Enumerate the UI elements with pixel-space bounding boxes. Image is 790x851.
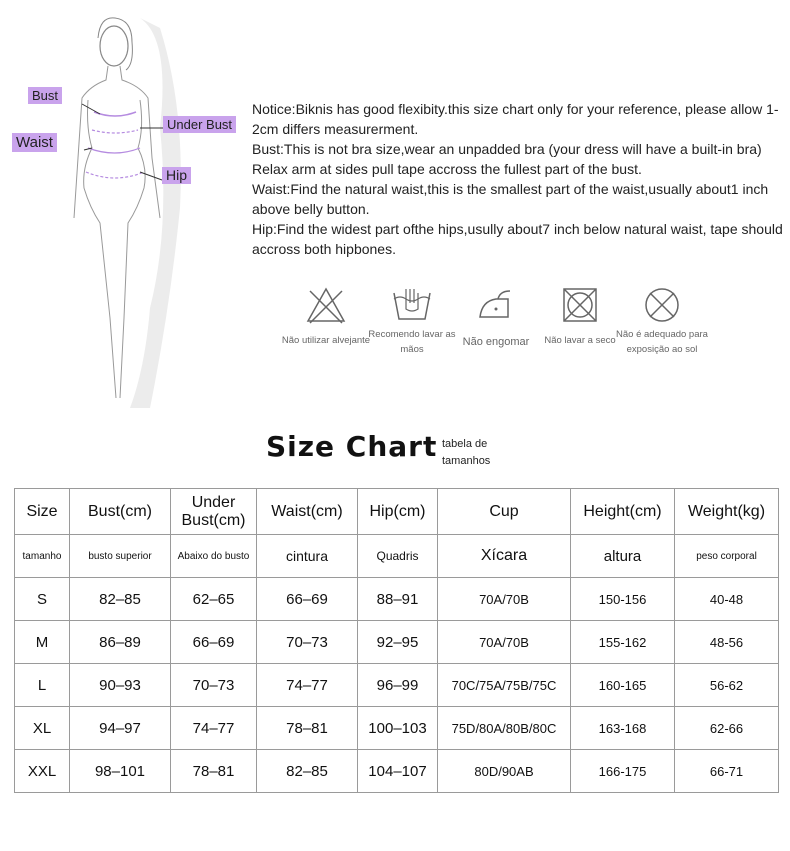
subheader-cell: Quadris: [358, 535, 438, 578]
hand-wash-icon: [390, 285, 434, 325]
table-cell: 66–69: [257, 578, 358, 621]
no-bleach-icon: [304, 285, 348, 325]
waist-label: Waist: [12, 133, 57, 152]
table-cell: 78–81: [257, 707, 358, 750]
care-label: Não engomar: [462, 336, 530, 348]
table-cell: 66–69: [171, 621, 257, 664]
table-cell: 74–77: [257, 664, 358, 707]
table-cell: 163-168: [571, 707, 675, 750]
size-cell: S: [15, 578, 70, 621]
notice-waist: Waist:Find the natural waist,this is the smallest part of the waist,usually about1 inch above belly button.: [252, 181, 769, 217]
care-no-bleach: [276, 285, 376, 348]
header-cell: Height(cm): [571, 489, 675, 535]
notice-general: Notice:Biknis has good flexibity.this size chart only for your reference, please allow 1-2cm differs measurerment.: [252, 101, 779, 137]
table-cell: 166-175: [571, 750, 675, 793]
subheader-cell: peso corporal: [675, 535, 779, 578]
table-row: [15, 621, 779, 664]
table-cell: 150-156: [571, 578, 675, 621]
care-label: Não lavar a seco: [544, 335, 616, 346]
table-cell: 100–103: [358, 707, 438, 750]
table-cell: 66-71: [675, 750, 779, 793]
table-cell: 96–99: [358, 664, 438, 707]
table-cell: 48-56: [675, 621, 779, 664]
table-cell: 40-48: [675, 578, 779, 621]
subheader-cell: Xícara: [438, 535, 571, 578]
table-cell: 94–97: [70, 707, 171, 750]
subheader-cell: busto superior: [70, 535, 171, 578]
table-row: [15, 750, 779, 793]
table-subheader-row: [15, 535, 779, 578]
size-chart-subtitle: tabela de tamanhos: [442, 438, 491, 467]
table-cell: 70–73: [171, 664, 257, 707]
header-cell: Weight(kg): [675, 489, 779, 535]
under-bust-label: Under Bust: [163, 116, 236, 133]
subheader-cell: altura: [571, 535, 675, 578]
size-cell: XXL: [15, 750, 70, 793]
table-row: [15, 707, 779, 750]
header-cell: Hip(cm): [358, 489, 438, 535]
body-figure-illustration: [20, 8, 250, 418]
table-cell: 82–85: [257, 750, 358, 793]
table-cell: 90–93: [70, 664, 171, 707]
table-cell: 160-165: [571, 664, 675, 707]
notice-hip: Hip:Find the widest part ofthe hips,usully about7 inch below natural waist, tape should accross both hipbones.: [252, 221, 783, 257]
notice-bust: Bust:This is not bra size,wear an unpadded bra (your dress will have a built-in bra) Relax arm at sides pull tape accross the fullest part of the bust.: [252, 141, 762, 177]
table-cell: 86–89: [70, 621, 171, 664]
header-cell: Size: [15, 489, 70, 535]
table-cell: 70–73: [257, 621, 358, 664]
table-cell: 92–95: [358, 621, 438, 664]
header-cell: Waist(cm): [257, 489, 358, 535]
table-cell: 70C/75A/75B/75C: [438, 664, 571, 707]
table-cell: 62–65: [171, 578, 257, 621]
table-row: [15, 664, 779, 707]
table-cell: 70A/70B: [438, 578, 571, 621]
table-cell: 74–77: [171, 707, 257, 750]
no-sun-icon: [640, 285, 684, 325]
table-cell: 80D/90AB: [438, 750, 571, 793]
table-header-row: [15, 489, 779, 535]
table-cell: 70A/70B: [438, 621, 571, 664]
table-cell: 75D/80A/80B/80C: [438, 707, 571, 750]
care-label: Não utilizar alvejante: [281, 335, 371, 346]
no-dry-clean-icon: [558, 285, 602, 325]
header-cell: Bust(cm): [70, 489, 171, 535]
measurement-notice: [252, 99, 788, 259]
table-cell: 82–85: [70, 578, 171, 621]
table-cell: 78–81: [171, 750, 257, 793]
subheader-cell: Abaixo do busto: [171, 535, 257, 578]
size-chart-title: Size Chart: [266, 430, 438, 463]
header-cell: Cup: [438, 489, 571, 535]
header-cell: Under Bust(cm): [171, 489, 257, 535]
size-chart-table: [14, 488, 779, 793]
table-cell: 104–107: [358, 750, 438, 793]
care-label: Não é adequado para exposição ao sol: [616, 329, 708, 355]
table-cell: 88–91: [358, 578, 438, 621]
table-row: [15, 578, 779, 621]
size-cell: M: [15, 621, 70, 664]
care-no-sun: [612, 285, 712, 357]
table-cell: 98–101: [70, 750, 171, 793]
size-cell: L: [15, 664, 70, 707]
subheader-cell: cintura: [257, 535, 358, 578]
bust-label: Bust: [28, 87, 62, 104]
table-cell: 56-62: [675, 664, 779, 707]
no-iron-icon: [474, 285, 518, 325]
size-cell: XL: [15, 707, 70, 750]
table-cell: 155-162: [571, 621, 675, 664]
table-cell: 62-66: [675, 707, 779, 750]
hip-label: Hip: [162, 167, 191, 184]
subheader-cell: tamanho: [15, 535, 70, 578]
care-label: Recomendo lavar as mãos: [368, 329, 456, 355]
